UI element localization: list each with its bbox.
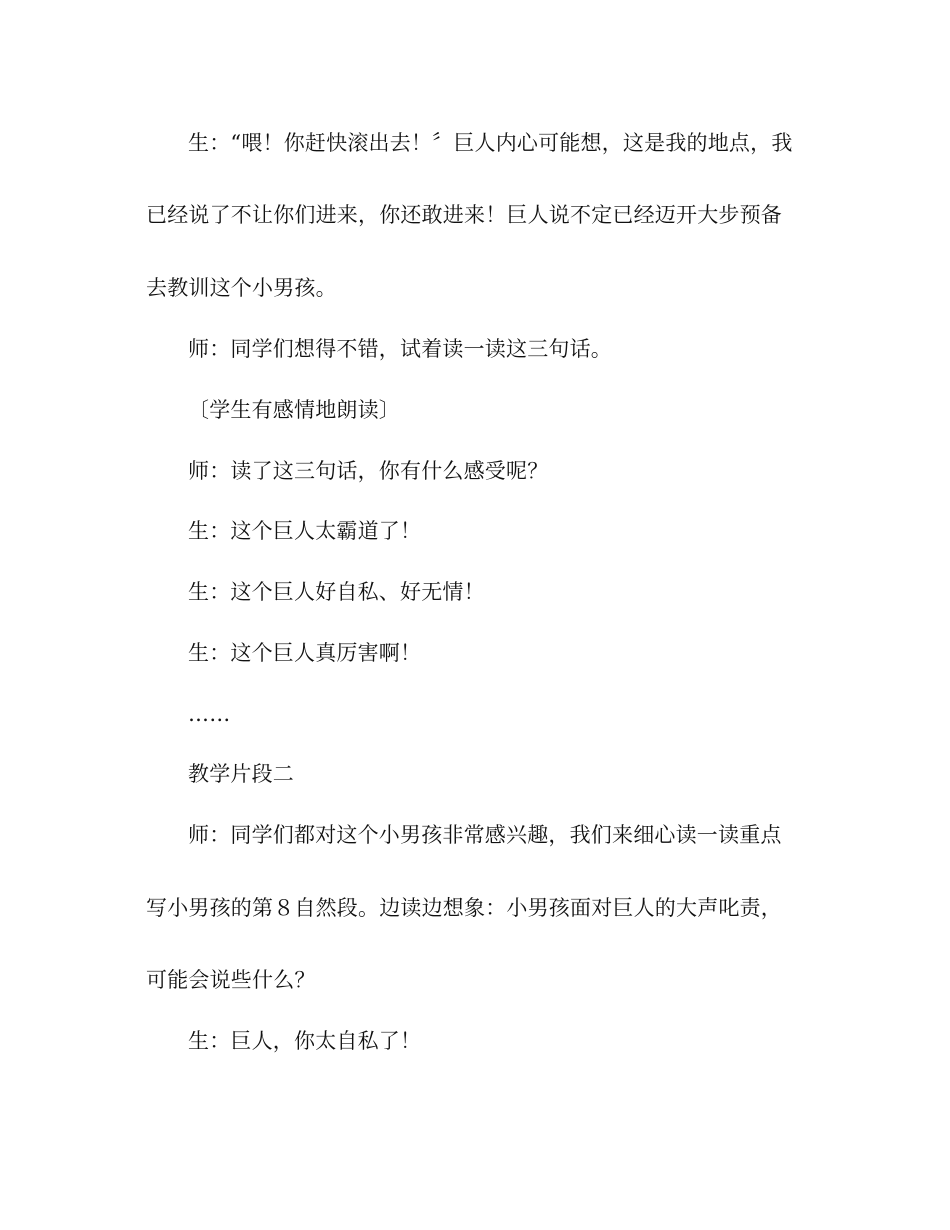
paragraph-line: 师：同学们都对这个小男孩非常感兴趣，我们来细心读一读重点 [188,823,782,847]
paragraph-line: 生：这个巨人真厉害啊！ [188,641,422,665]
paragraph-line: 写小男孩的第８自然段。边读边想象：小男孩面对巨人的大声叱责， [146,896,782,920]
paragraph-line: 生：这个巨人太霸道了！ [188,519,422,543]
paragraph-line: 去教训这个小男孩。 [146,276,337,300]
section-heading: 教学片段二 [188,762,294,786]
paragraph-line: 可能会说些什么？ [146,968,316,992]
paragraph-line: 〔学生有感情地朗读〕 [188,398,400,422]
paragraph-line: 生：“喂！你赶快滚出去！〞巨人内心可能想，这是我的地点，我 [188,131,793,155]
paragraph-line: 生：巨人，你太自私了！ [188,1029,422,1053]
paragraph-line: 师：同学们想得不错，试着读一读这三句话。 [188,337,612,361]
paragraph-line: 师：读了这三句话，你有什么感受呢？ [188,459,549,483]
paragraph-line: 已经说了不让你们进来，你还敢进来！巨人说不定已经迈开大步预备 [146,203,782,227]
paragraph-line: 生：这个巨人好自私、好无情！ [188,580,485,604]
ellipsis-line: …… [188,702,231,726]
